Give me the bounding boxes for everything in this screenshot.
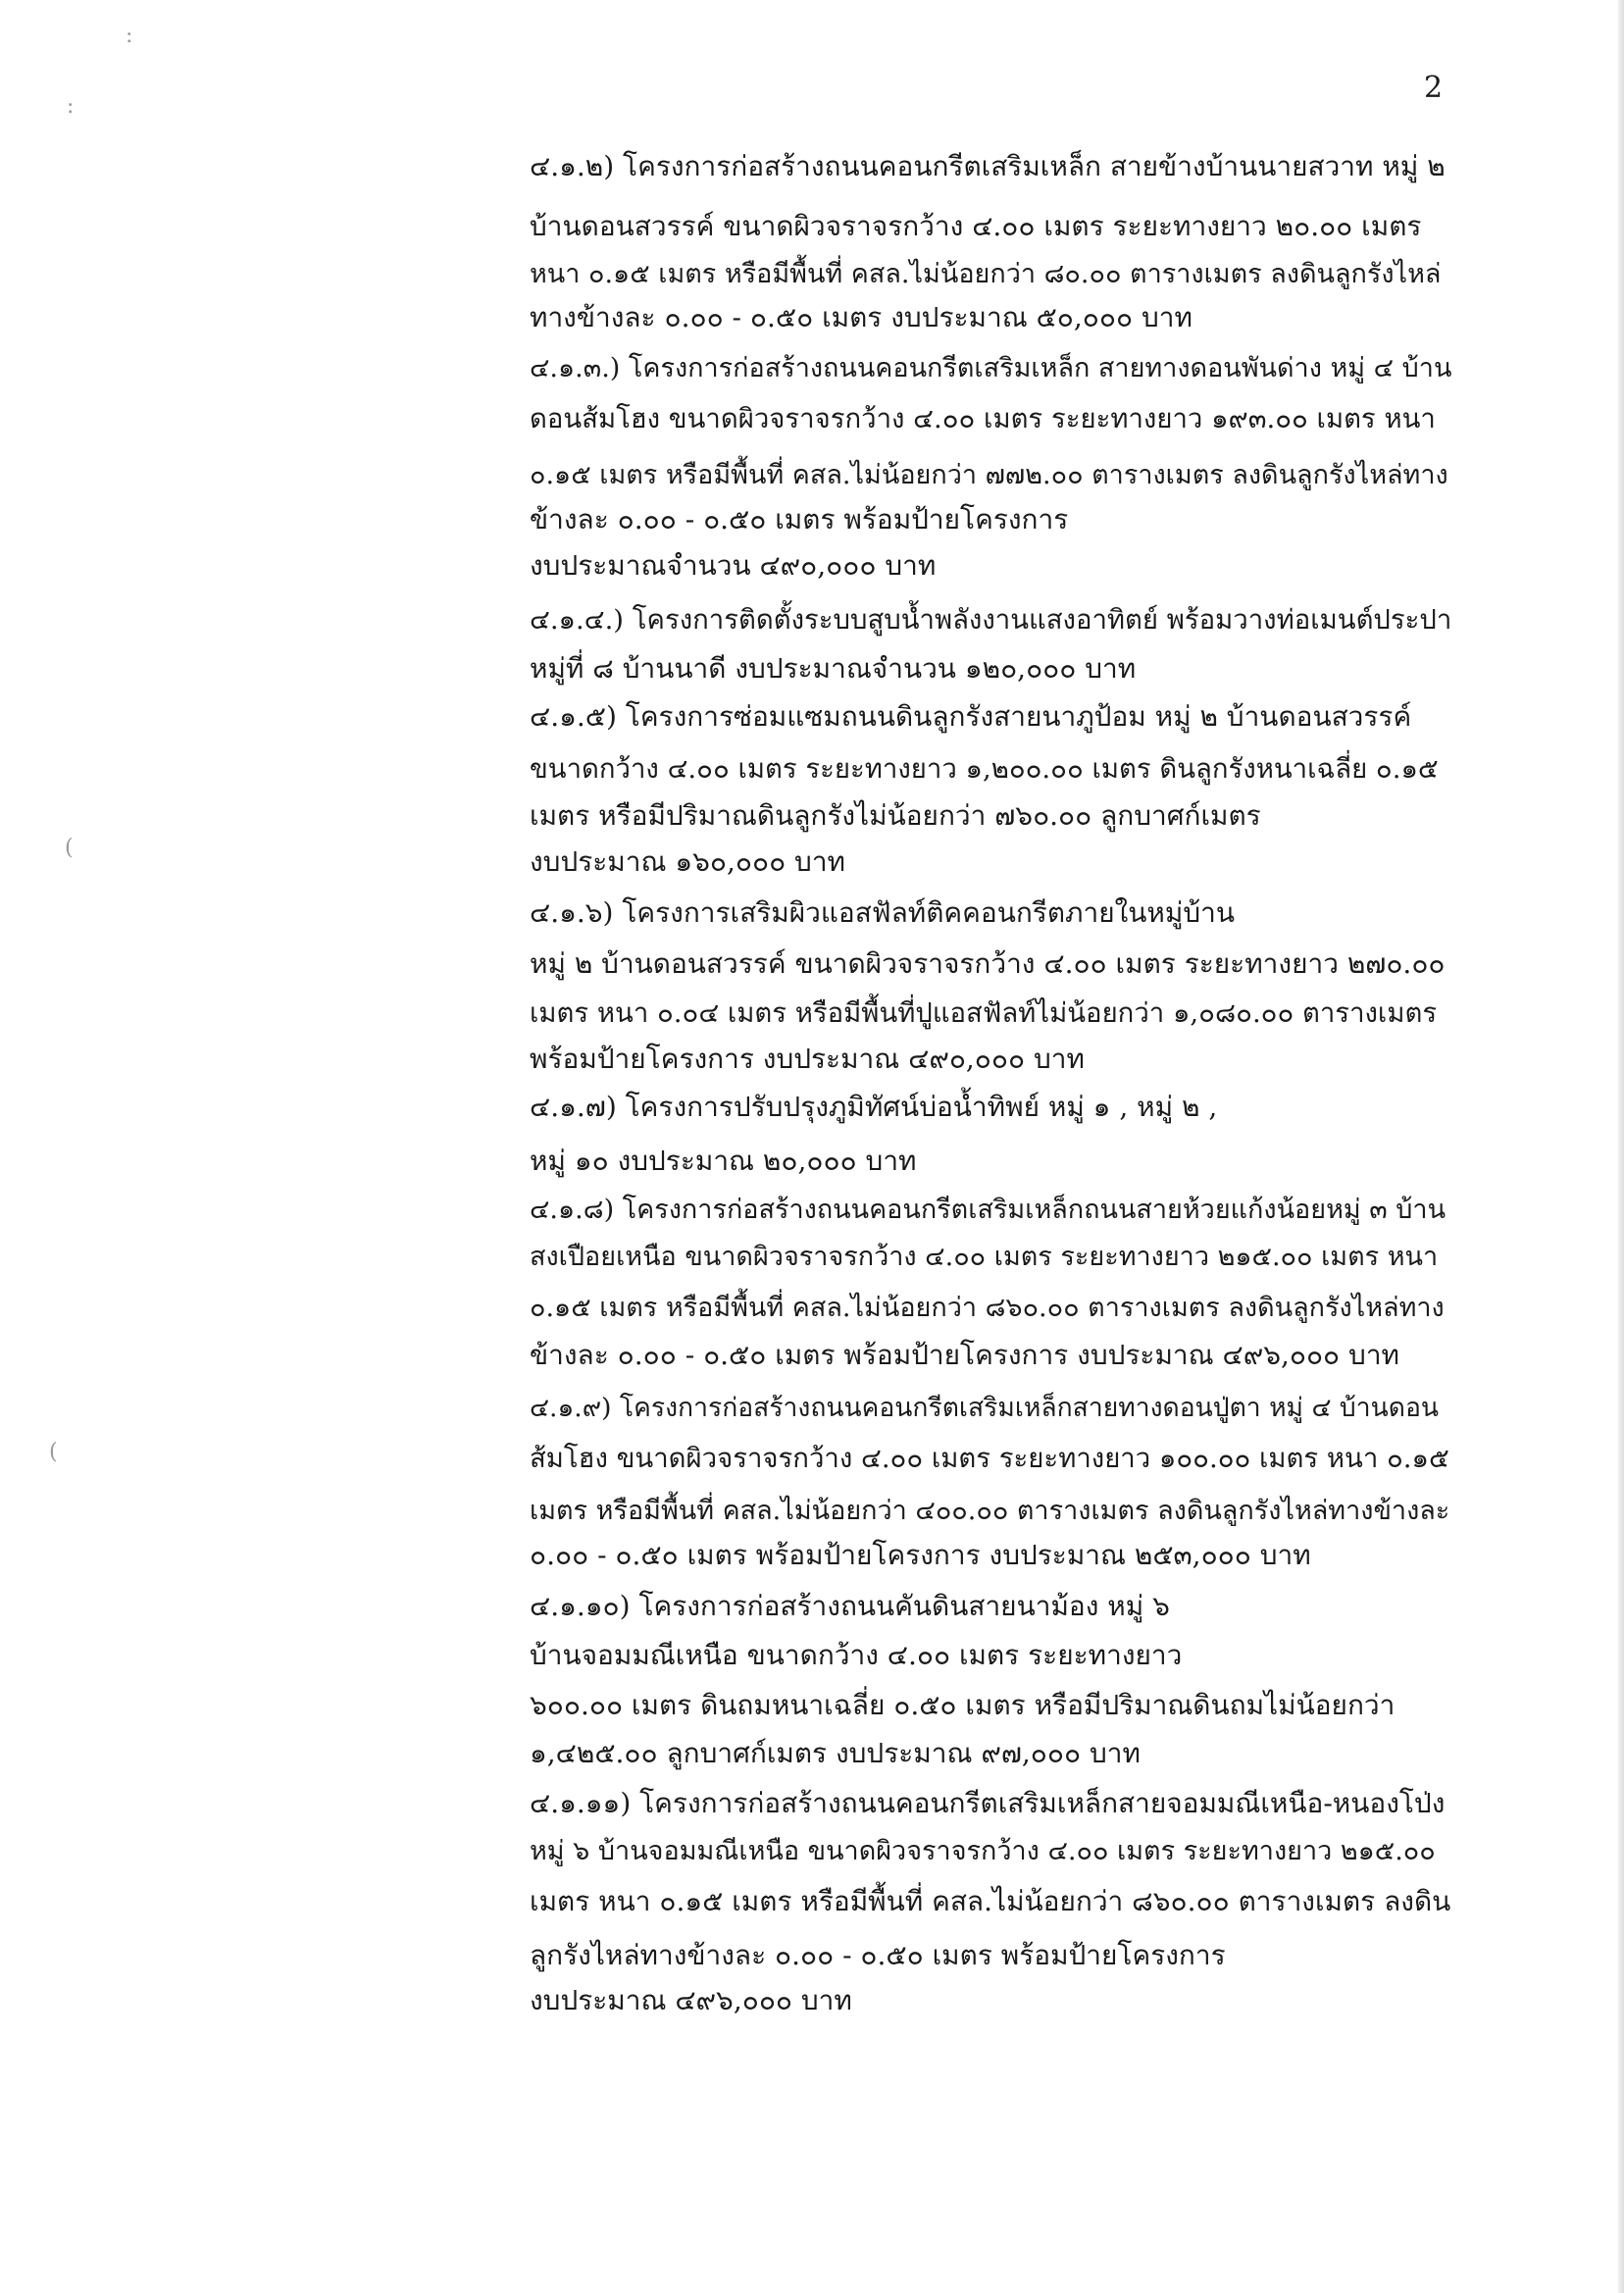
text-line: หมู่ ๒ บ้านดอนสวรรค์ ขนาดผิวจราจรกว้าง ๔.๐๐ เมตร ระยะทางยาว ๒๗๐.๐๐ <box>530 947 1446 980</box>
text-line: พร้อมป้ายโครงการ งบประมาณ ๔๙๐,๐๐๐ บาท <box>530 1043 1085 1075</box>
text-line: ดอนส้มโฮง ขนาดผิวจราจรกว้าง ๔.๐๐ เมตร ระยะทางยาว ๑๙๓.๐๐ เมตร หนา <box>530 403 1436 434</box>
text-line: งบประมาณ ๔๙๖,๐๐๐ บาท <box>530 1984 852 2016</box>
text-line: ๔.๑.๑๑) โครงการก่อสร้างถนนคอนกรีตเสริมเหล็กสายจอมมณีเหนือ-หนองโป่ง <box>530 1787 1446 1819</box>
text-line: ๔.๑.๙) โครงการก่อสร้างถนนคอนกรีตเสริมเหล็กสายทางดอนปู่ตา หมู่ ๔ บ้านดอน <box>530 1393 1439 1423</box>
scan-mark: ( <box>65 836 74 860</box>
text-line: ลูกรังไหล่ทางข้างละ ๐.๐๐ - ๐.๕๐ เมตร พร้อมป้ายโครงการ <box>530 1939 1226 1971</box>
text-line: ๔.๑.๑๐) โครงการก่อสร้างถนนคันดินสายนาม้อง หมู่ ๖ <box>530 1590 1170 1622</box>
page-number: 2 <box>1424 71 1444 105</box>
text-line: หนา ๐.๑๕ เมตร หรือมีพื้นที่ คสล.ไม่น้อยกว่า ๘๐.๐๐ ตารางเมตร ลงดินลูกรังไหล่ <box>530 259 1442 289</box>
text-line: ทางข้างละ ๐.๐๐ - ๐.๕๐ เมตร งบประมาณ ๕๐,๐๐๐ บาท <box>530 301 1193 333</box>
scan-mark: : <box>67 94 75 119</box>
text-line: เมตร หรือมีปริมาณดินลูกรังไม่น้อยกว่า ๗๖๐.๐๐ ลูกบาศก์เมตร <box>530 799 1261 832</box>
text-line: งบประมาณ ๑๖๐,๐๐๐ บาท <box>530 845 846 878</box>
text-line: ๐.๑๕ เมตร หรือมีพื้นที่ คสล.ไม่น้อยกว่า ๗๗๒.๐๐ ตารางเมตร ลงดินลูกรังไหล่ทาง <box>530 460 1448 490</box>
text-line: บ้านดอนสวรรค์ ขนาดผิวจราจรกว้าง ๔.๐๐ เมตร ระยะทางยาว ๒๐.๐๐ เมตร <box>530 210 1422 242</box>
text-line: ส้มโฮง ขนาดผิวจราจรกว้าง ๔.๐๐ เมตร ระยะทางยาว ๑๐๐.๐๐ เมตร หนา ๐.๑๕ <box>530 1443 1449 1474</box>
text-line: ข้างละ ๐.๐๐ - ๐.๕๐ เมตร พร้อมป้ายโครงการ <box>530 503 1069 535</box>
text-line: ๐.๐๐ - ๐.๕๐ เมตร พร้อมป้ายโครงการ งบประมาณ ๒๕๓,๐๐๐ บาท <box>530 1539 1311 1571</box>
scan-mark: ( <box>49 1440 58 1464</box>
text-line: หมู่ที่ ๘ บ้านนาดี งบประมาณจำนวน ๑๒๐,๐๐๐ บาท <box>530 652 1137 685</box>
text-line: ๑,๔๒๕.๐๐ ลูกบาศก์เมตร งบประมาณ ๙๗,๐๐๐ บาท <box>530 1737 1141 1769</box>
text-line: ๔.๑.๗) โครงการปรับปรุงภูมิทัศน์บ่อน้ำทิพย์ หมู่ ๑ , หมู่ ๒ , <box>530 1091 1218 1123</box>
text-line: ๔.๑.๘) โครงการก่อสร้างถนนคอนกรีตเสริมเหล็กถนนสายห้วยแก้งน้อยหมู่ ๓ บ้าน <box>530 1195 1446 1225</box>
text-line: เมตร หนา ๐.๑๕ เมตร หรือมีพื้นที่ คสล.ไม่น้อยกว่า ๘๖๐.๐๐ ตารางเมตร ลงดิน <box>530 1885 1451 1917</box>
text-line: ๖๐๐.๐๐ เมตร ดินถมหนาเฉลี่ย ๐.๕๐ เมตร หรือมีปริมาณดินถมไม่น้อยกว่า <box>530 1689 1396 1721</box>
text-line: ๐.๑๕ เมตร หรือมีพื้นที่ คสล.ไม่น้อยกว่า ๘๖๐.๐๐ ตารางเมตร ลงดินลูกรังไหล่ทาง <box>530 1293 1445 1323</box>
text-line: ๔.๑.๖) โครงการเสริมผิวแอสฟัลท์ติคคอนกรีตภายในหมู่บ้าน <box>530 896 1235 929</box>
text-line: เมตร หนา ๐.๐๔ เมตร หรือมีพื้นที่ปูแอสฟัลท์ไม่น้อยกว่า ๑,๐๘๐.๐๐ ตารางเมตร <box>530 997 1438 1029</box>
text-line: ๔.๑.๕) โครงการซ่อมแซมถนนดินลูกรังสายนาภูป้อม หมู่ ๒ บ้านดอนสวรรค์ <box>530 700 1412 733</box>
text-line: หมู่ ๑๐ งบประมาณ ๒๐,๐๐๐ บาท <box>530 1145 917 1177</box>
text-line: ขนาดกว้าง ๔.๐๐ เมตร ระยะทางยาว ๑,๒๐๐.๐๐ เมตร ดินลูกรังหนาเฉลี่ย ๐.๑๕ <box>530 753 1439 785</box>
text-line: เมตร หรือมีพื้นที่ คสล.ไม่น้อยกว่า ๔๐๐.๐๐ ตารางเมตร ลงดินลูกรังไหล่ทางข้างละ <box>530 1496 1450 1526</box>
text-line: สงเปือยเหนือ ขนาดผิวจราจรกว้าง ๔.๐๐ เมตร ระยะทางยาว ๒๑๕.๐๐ เมตร หนา <box>530 1242 1439 1272</box>
text-line: ข้างละ ๐.๐๐ - ๐.๕๐ เมตร พร้อมป้ายโครงการ งบประมาณ ๔๙๖,๐๐๐ บาท <box>530 1339 1400 1371</box>
scan-mark: : <box>126 24 133 48</box>
text-line: ๔.๑.๔.) โครงการติดตั้งระบบสูบน้ำพลังงานแสงอาทิตย์ พร้อมวางท่อเมนต์ประปา <box>530 604 1452 636</box>
text-line: ๔.๑.๒) โครงการก่อสร้างถนนคอนกรีตเสริมเหล็ก สายข้างบ้านนายสวาท หมู่ ๒ <box>530 150 1446 182</box>
text-line: งบประมาณจำนวน ๔๙๐,๐๐๐ บาท <box>530 549 937 582</box>
text-line: บ้านจอมมณีเหนือ ขนาดกว้าง ๔.๐๐ เมตร ระยะทางยาว <box>530 1639 1183 1671</box>
text-line: ๔.๑.๓.) โครงการก่อสร้างถนนคอนกรีตเสริมเหล็ก สายทางดอนพันด่าง หมู่ ๔ บ้าน <box>530 353 1452 383</box>
text-line: หมู่ ๖ บ้านจอมมณีเหนือ ขนาดผิวจราจรกว้าง ๔.๐๐ เมตร ระยะทางยาว ๒๑๕.๐๐ <box>530 1836 1436 1866</box>
